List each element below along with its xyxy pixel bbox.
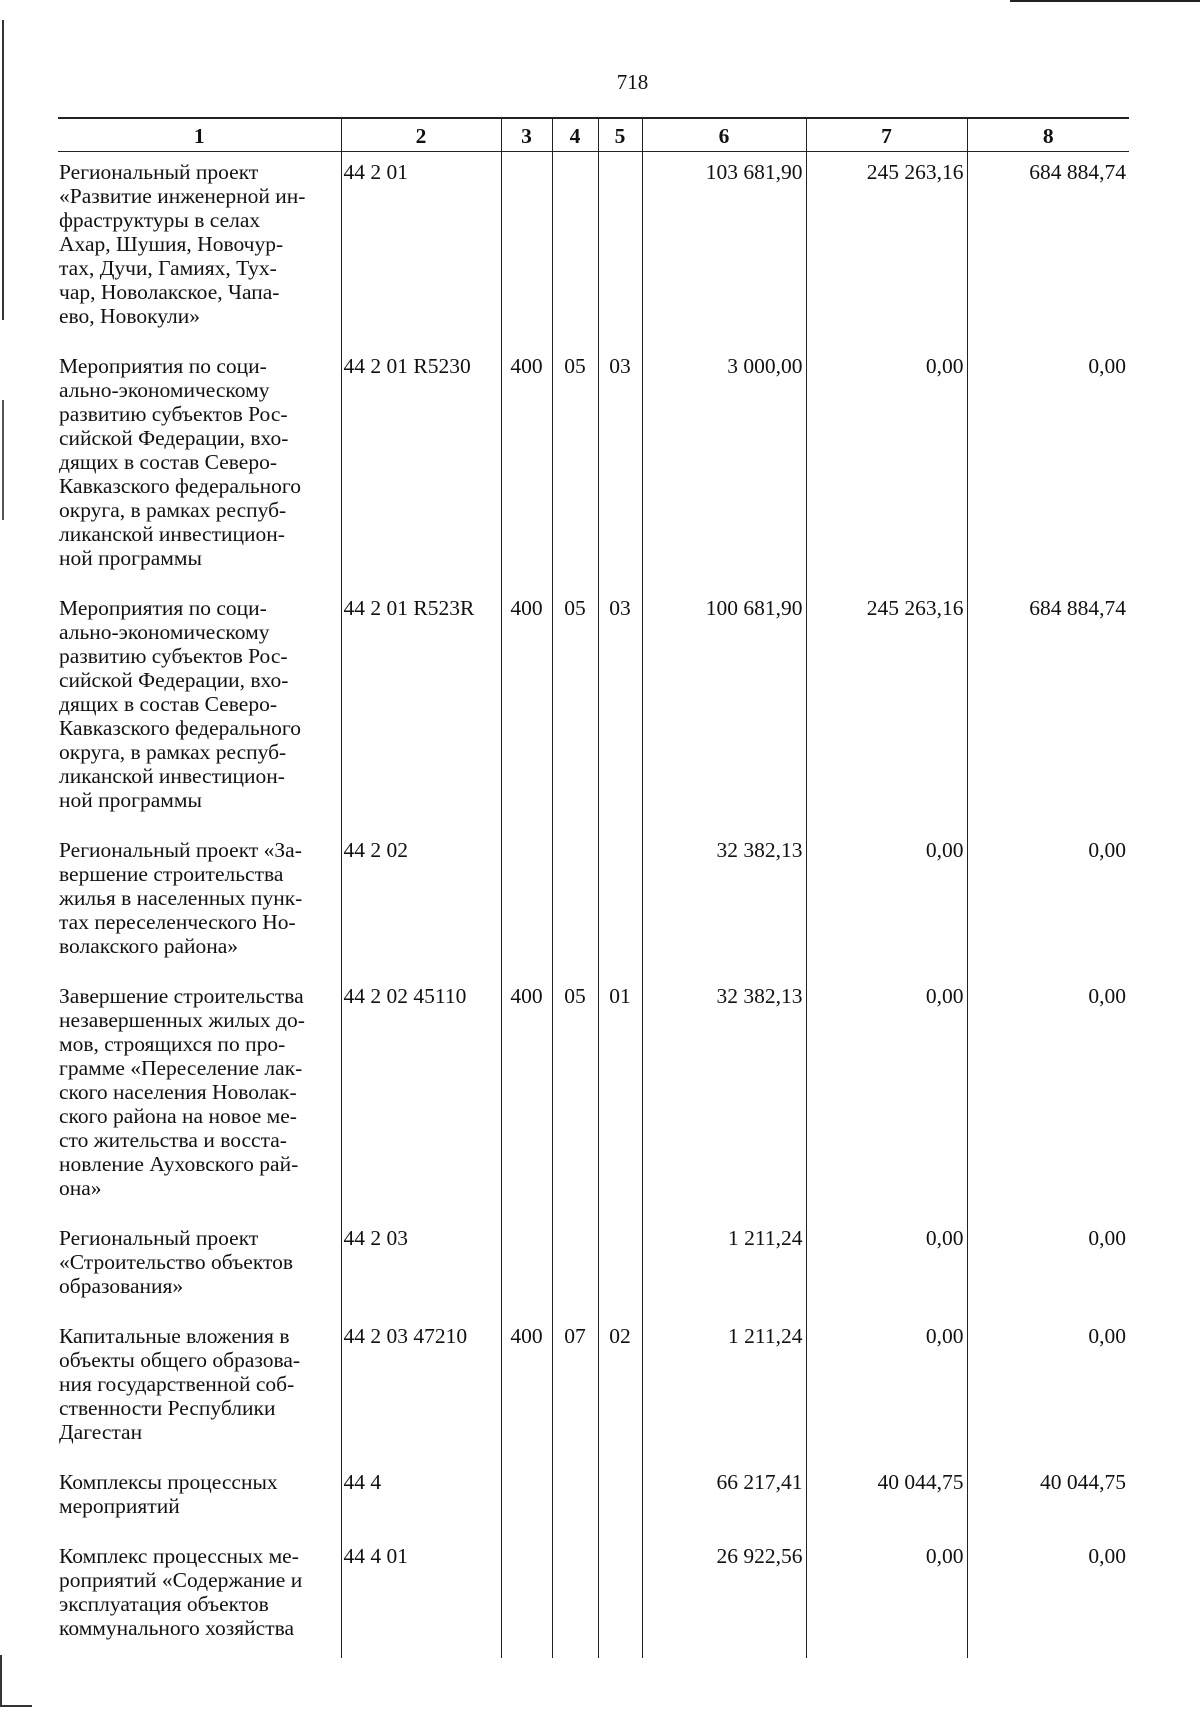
row-value6-cell: 1 211,24 [642, 1316, 806, 1462]
column-header-2: 2 [341, 118, 501, 152]
left-binding-mark [2, 20, 6, 320]
row-code-cell: 44 2 01 R5230 [341, 346, 501, 588]
row-value6-cell: 1 211,24 [642, 1218, 806, 1316]
table-row [58, 1462, 1129, 1536]
left-binding-mark [2, 400, 4, 520]
table-row [58, 830, 1129, 976]
row-name-cell: Комплексы процессных мероприятий [59, 1470, 278, 1518]
budget-table [58, 117, 1129, 1658]
table-row [58, 346, 1129, 588]
row-value8-cell: 0,00 [967, 976, 1129, 1218]
top-edge-rule [1010, 0, 1200, 2]
row-name-cell: Мероприятия по соци- ально-экономическому развитию субъектов Рос- сийской Федерации, вхо- дящих в состав Северо- Кавказского федерального округа, в рамках респуб- ликанской инвестицион- ной программы [59, 354, 301, 570]
row-code-cell: 44 4 01 [341, 1536, 501, 1658]
row-name-cell: Мероприятия по соци- ально-экономическому развитию субъектов Рос- сийской Федерации, вхо- дящих в состав Северо- Кавказского федерального округа, в рамках респуб- ликанской инвестицион- ной программы [59, 596, 301, 812]
column-header-8: 8 [967, 118, 1129, 152]
row-col4-cell: 05 [552, 588, 598, 830]
row-col4-cell [552, 1218, 598, 1316]
row-value8-cell: 0,00 [967, 1536, 1129, 1658]
row-value6-cell: 32 382,13 [642, 976, 806, 1218]
table-row [58, 1536, 1129, 1658]
row-value7-cell: 0,00 [806, 1218, 967, 1316]
row-col4-cell [552, 1536, 598, 1658]
row-col5-cell [598, 1536, 642, 1658]
row-value8-cell: 0,00 [967, 1218, 1129, 1316]
row-value6-cell: 3 000,00 [642, 346, 806, 588]
page-number: 718 [616, 70, 649, 94]
row-col3-cell [501, 830, 552, 976]
row-name-cell: Комплекс процессных ме- роприятий «Содержание и эксплуатация объектов коммунального хозяйства [59, 1544, 303, 1640]
row-col5-cell: 03 [598, 588, 642, 830]
row-col5-cell: 01 [598, 976, 642, 1218]
row-value7-cell: 0,00 [806, 1316, 967, 1462]
column-header-6: 6 [642, 118, 806, 152]
row-value7-cell: 245 263,16 [806, 152, 967, 347]
row-col3-cell: 400 [501, 588, 552, 830]
row-col5-cell: 02 [598, 1316, 642, 1462]
table-body [58, 152, 1129, 1659]
corner-crop-mark [0, 1655, 32, 1707]
row-col3-cell [501, 1462, 552, 1536]
column-header-3: 3 [501, 118, 552, 152]
table-row [58, 1316, 1129, 1462]
row-name-cell: Завершение строительства незавершенных жилых до- мов, строящихся по про- грамме «Переселение лак- ского населения Новолак- ского района на новое ме- сто жительства и восста- новление Ауховского рай- она» [59, 984, 305, 1200]
row-value6-cell: 103 681,90 [642, 152, 806, 347]
table-row [58, 1218, 1129, 1316]
row-col3-cell: 400 [501, 976, 552, 1218]
row-value7-cell: 0,00 [806, 976, 967, 1218]
row-value6-cell: 26 922,56 [642, 1536, 806, 1658]
row-col4-cell [552, 1462, 598, 1536]
row-value7-cell: 40 044,75 [806, 1462, 967, 1536]
column-header-4: 4 [552, 118, 598, 152]
row-col5-cell [598, 1218, 642, 1316]
table-row [58, 152, 1129, 347]
row-col5-cell: 03 [598, 346, 642, 588]
row-value6-cell: 32 382,13 [642, 830, 806, 976]
row-name-cell: Региональный проект «Развитие инженерной ин- фраструктуры в селах Ахар, Шушия, Новочур- тах, Дучи, Гамиях, Тух- чар, Новолакское, Чапа- ево, Новокули» [59, 160, 306, 328]
row-value8-cell: 0,00 [967, 346, 1129, 588]
row-code-cell: 44 2 03 [341, 1218, 501, 1316]
row-name-cell: Региональный проект «За- вершение строительства жилья в населенных пунк- тах переселенческого Но- волакского района» [59, 838, 303, 958]
row-col4-cell [552, 830, 598, 976]
row-code-cell: 44 2 02 [341, 830, 501, 976]
row-name-cell: Региональный проект «Строительство объектов образования» [59, 1226, 294, 1298]
row-value8-cell: 684 884,74 [967, 152, 1129, 347]
row-col3-cell: 400 [501, 346, 552, 588]
row-col4-cell: 05 [552, 346, 598, 588]
row-value7-cell: 0,00 [806, 346, 967, 588]
row-value8-cell: 0,00 [967, 830, 1129, 976]
row-value7-cell: 245 263,16 [806, 588, 967, 830]
row-value7-cell: 0,00 [806, 830, 967, 976]
row-name-cell: Капитальные вложения в объекты общего образова- ния государственной соб- ственности Республики Дагестан [59, 1324, 301, 1444]
column-header-7: 7 [806, 118, 967, 152]
row-col5-cell [598, 152, 642, 347]
row-col4-cell: 07 [552, 1316, 598, 1462]
row-col4-cell: 05 [552, 976, 598, 1218]
row-code-cell: 44 4 [341, 1462, 501, 1536]
row-value6-cell: 100 681,90 [642, 588, 806, 830]
header-row [58, 118, 1129, 152]
row-col3-cell: 400 [501, 1316, 552, 1462]
row-value7-cell: 0,00 [806, 1536, 967, 1658]
column-header-5: 5 [598, 118, 642, 152]
row-col5-cell [598, 1462, 642, 1536]
row-value8-cell: 40 044,75 [967, 1462, 1129, 1536]
row-col4-cell [552, 152, 598, 347]
row-col3-cell [501, 1218, 552, 1316]
column-header-1: 1 [58, 118, 341, 152]
table-row [58, 588, 1129, 830]
row-code-cell: 44 2 01 [341, 152, 501, 347]
table-row [58, 976, 1129, 1218]
row-col3-cell [501, 152, 552, 347]
row-value8-cell: 684 884,74 [967, 588, 1129, 830]
row-col5-cell [598, 830, 642, 976]
row-code-cell: 44 2 02 45110 [341, 976, 501, 1218]
row-col3-cell [501, 1536, 552, 1658]
row-value6-cell: 66 217,41 [642, 1462, 806, 1536]
row-value8-cell: 0,00 [967, 1316, 1129, 1462]
row-code-cell: 44 2 03 47210 [341, 1316, 501, 1462]
row-code-cell: 44 2 01 R523R [341, 588, 501, 830]
